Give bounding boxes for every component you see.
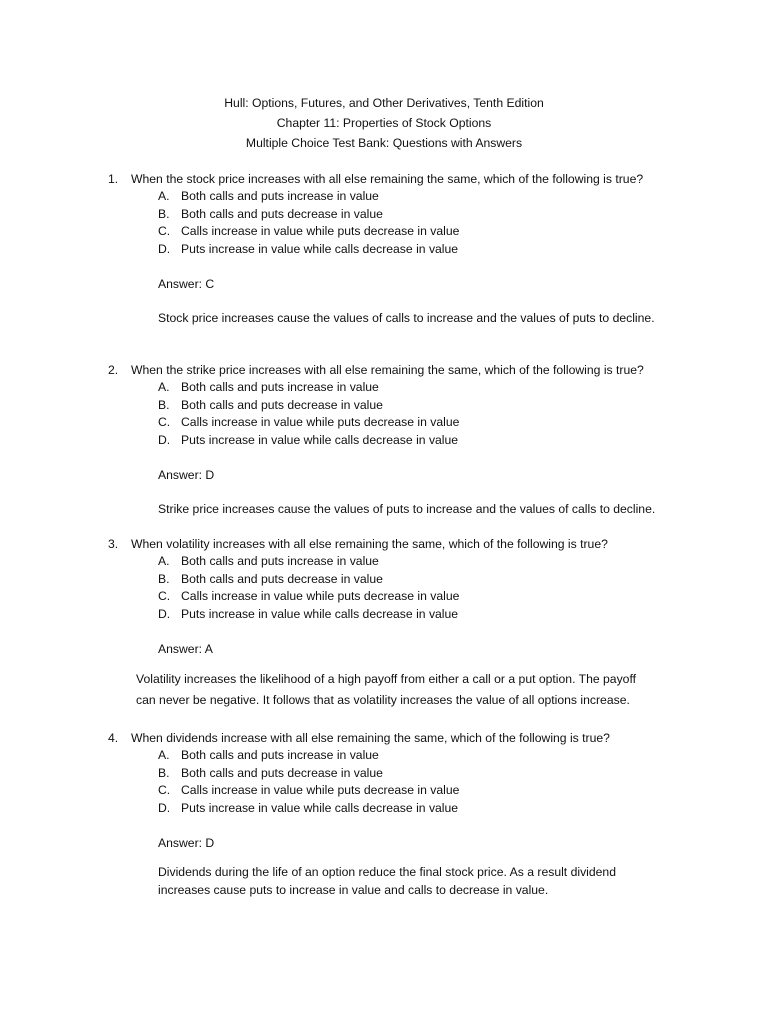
option-text: Puts increase in value while calls decrease in value xyxy=(181,800,459,815)
question-text: When the stock price increases with all else remaining the same, which of the following is true? xyxy=(131,172,644,186)
option-letter: D. xyxy=(158,432,171,447)
option-text: Both calls and puts increase in value xyxy=(181,380,379,394)
option-d xyxy=(0,606,768,624)
question-stem xyxy=(0,170,768,188)
question-4 xyxy=(0,729,768,899)
option-d xyxy=(0,432,768,450)
option-letter: B. xyxy=(158,571,170,586)
option-letter: B. xyxy=(158,765,170,780)
option-text: Calls increase in value while puts decrease in value xyxy=(181,224,460,238)
document-header xyxy=(0,93,768,153)
option-c xyxy=(0,588,768,606)
option-a xyxy=(0,747,768,765)
option-text: Puts increase in value while calls decrease in value xyxy=(181,606,459,621)
option-letter: A. xyxy=(158,380,170,394)
answer-line: Answer: A xyxy=(158,642,213,656)
explanation xyxy=(0,669,768,711)
option-a xyxy=(0,379,768,397)
question-text: When volatility increases with all else remaining the same, which of the following is true? xyxy=(131,537,608,551)
option-c xyxy=(0,414,768,432)
explanation-line: increases cause puts to increase in value and calls to decrease in value. xyxy=(158,883,549,897)
option-text: Both calls and puts increase in value xyxy=(181,189,379,203)
option-a xyxy=(0,553,768,571)
question-number: 1. xyxy=(108,172,119,186)
book-title: Hull: Options, Futures, and Other Derivatives, Tenth Edition xyxy=(224,96,544,110)
option-c xyxy=(0,782,768,800)
chapter-title: Chapter 11: Properties of Stock Options xyxy=(276,116,492,130)
option-letter: A. xyxy=(158,189,170,203)
option-letter: B. xyxy=(158,397,170,412)
option-letter: C. xyxy=(158,224,171,238)
question-stem xyxy=(0,535,768,553)
question-number: 3. xyxy=(108,537,119,551)
answer-line: Answer: D xyxy=(158,468,215,482)
explanation-line: Strike price increases cause the values of puts to increase and the values of calls to decline. xyxy=(158,502,656,516)
explanation xyxy=(0,863,768,899)
option-text: Both calls and puts increase in value xyxy=(181,748,379,762)
explanation-line: Stock price increases cause the values of calls to increase and the values of puts to decline. xyxy=(158,311,655,325)
option-text: Calls increase in value while puts decrease in value xyxy=(181,589,460,603)
question-1 xyxy=(0,170,768,329)
question-3 xyxy=(0,535,768,711)
option-letter: C. xyxy=(158,589,171,603)
option-d xyxy=(0,800,768,818)
option-text: Both calls and puts decrease in value xyxy=(181,765,383,780)
option-letter: A. xyxy=(158,554,170,568)
option-letter: B. xyxy=(158,206,170,221)
option-b xyxy=(0,765,768,783)
option-b xyxy=(0,206,768,224)
question-stem xyxy=(0,361,768,379)
option-d xyxy=(0,241,768,259)
option-text: Both calls and puts decrease in value xyxy=(181,206,383,221)
answer-line: Answer: C xyxy=(158,277,215,291)
option-text: Both calls and puts decrease in value xyxy=(181,571,383,586)
option-a xyxy=(0,188,768,206)
option-letter: D. xyxy=(158,800,171,815)
explanation xyxy=(0,499,768,520)
question-text: When the strike price increases with all else remaining the same, which of the following is true? xyxy=(131,363,644,377)
question-number: 4. xyxy=(108,731,119,745)
option-b xyxy=(0,571,768,589)
option-letter: C. xyxy=(158,415,171,429)
option-letter: D. xyxy=(158,606,171,621)
answer-line: Answer: D xyxy=(158,836,215,850)
explanation xyxy=(0,308,768,329)
test-bank-title: Multiple Choice Test Bank: Questions with Answers xyxy=(245,136,523,150)
question-2 xyxy=(0,361,768,520)
explanation-line: can never be negative. It follows that as volatility increases the value of all options increase. xyxy=(136,693,630,707)
option-letter: A. xyxy=(158,748,170,762)
option-c xyxy=(0,223,768,241)
option-text: Both calls and puts increase in value xyxy=(181,554,379,568)
option-text: Calls increase in value while puts decrease in value xyxy=(181,415,460,429)
option-letter: C. xyxy=(158,783,171,797)
option-text: Puts increase in value while calls decrease in value xyxy=(181,432,459,447)
question-text: When dividends increase with all else remaining the same, which of the following is true? xyxy=(131,731,610,745)
explanation-line: Volatility increases the likelihood of a high payoff from either a call or a put option. The payoff xyxy=(136,672,636,686)
option-b xyxy=(0,397,768,415)
question-number: 2. xyxy=(108,363,119,377)
option-letter: D. xyxy=(158,241,171,256)
option-text: Puts increase in value while calls decrease in value xyxy=(181,241,459,256)
option-text: Calls increase in value while puts decrease in value xyxy=(181,783,460,797)
option-text: Both calls and puts decrease in value xyxy=(181,397,383,412)
explanation-line: Dividends during the life of an option reduce the final stock price. As a result dividend xyxy=(158,865,616,879)
question-stem xyxy=(0,729,768,747)
